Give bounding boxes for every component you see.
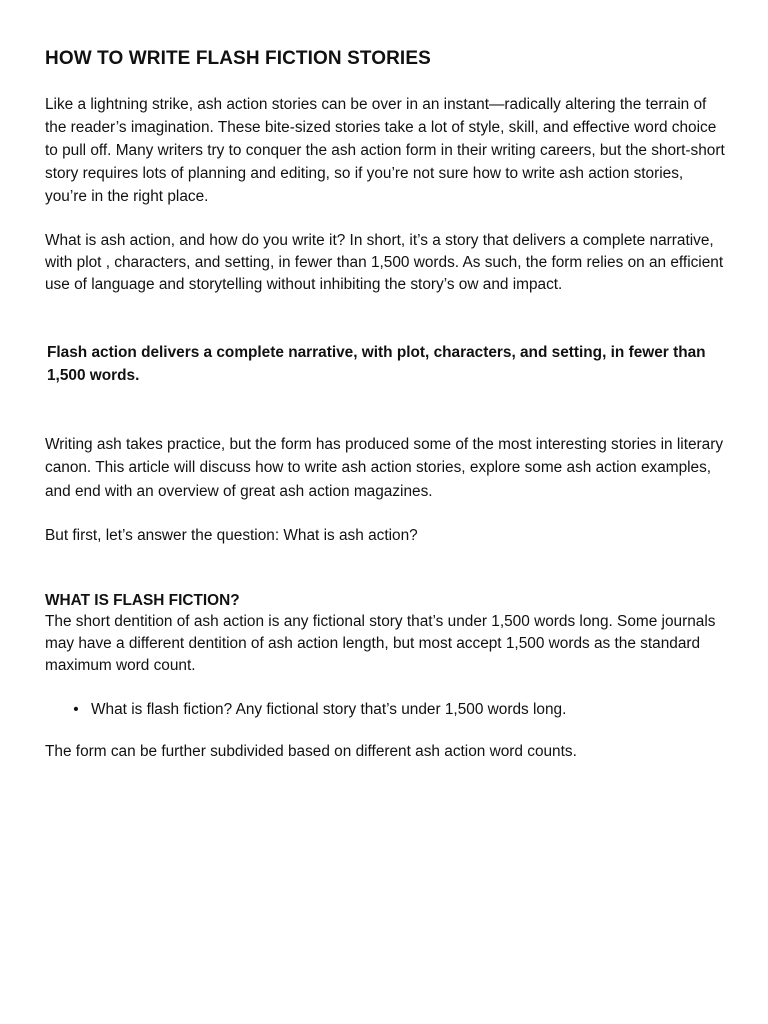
definition-paragraph: The short dentition of ash action is any fictional story that’s under 1,500 words long. Some journals may have a different dentition of ash action length, but most accept 1,500 words as the standard maximum word count. — [45, 613, 716, 674]
callout-text: Flash action delivers a complete narrative, with plot, characters, and setting, in fewer than 1,500 words. — [47, 344, 706, 384]
section-heading: WHAT IS FLASH FICTION? — [45, 592, 240, 609]
document-title: HOW TO WRITE FLASH FICTION STORIES — [45, 48, 431, 69]
question-paragraph: But first, let’s answer the question: What is ash action? — [45, 527, 418, 544]
subdivide-paragraph: The form can be further subdivided based on different ash action word counts. — [45, 743, 577, 760]
list-item — [45, 699, 727, 721]
bullet-icon: • — [73, 701, 79, 718]
practice-paragraph: Writing ash takes practice, but the form has produced some of the most interesting stories in literary canon. This article will discuss how to write ash action stories, explore some ash action examples, and end with an overview of great ash action magazines. — [45, 436, 724, 500]
bullet-text: What is flash fiction? Any fictional story that’s under 1,500 words long. — [91, 701, 567, 718]
what-is-paragraph: What is ash action, and how do you write it? In short, it’s a story that delivers a complete narrative, with plot , characters, and setting, in fewer than 1,500 words. As such, the form relies on an efficient use of language and storytelling without inhibiting the story’s ow and impact. — [45, 232, 724, 293]
intro-paragraph: Like a lightning strike, ash action stories can be over in an instant—radically altering the terrain of the reader’s imagination. These bite-sized stories take a lot of style, skill, and effective word choice to pull off. Many writers try to conquer the ash action form in their writing careers, but the short-short story requires lots of planning and editing, so if you’re not sure how to write ash action stories, you’re in the right place. — [45, 96, 725, 205]
bullet-list — [45, 699, 727, 721]
